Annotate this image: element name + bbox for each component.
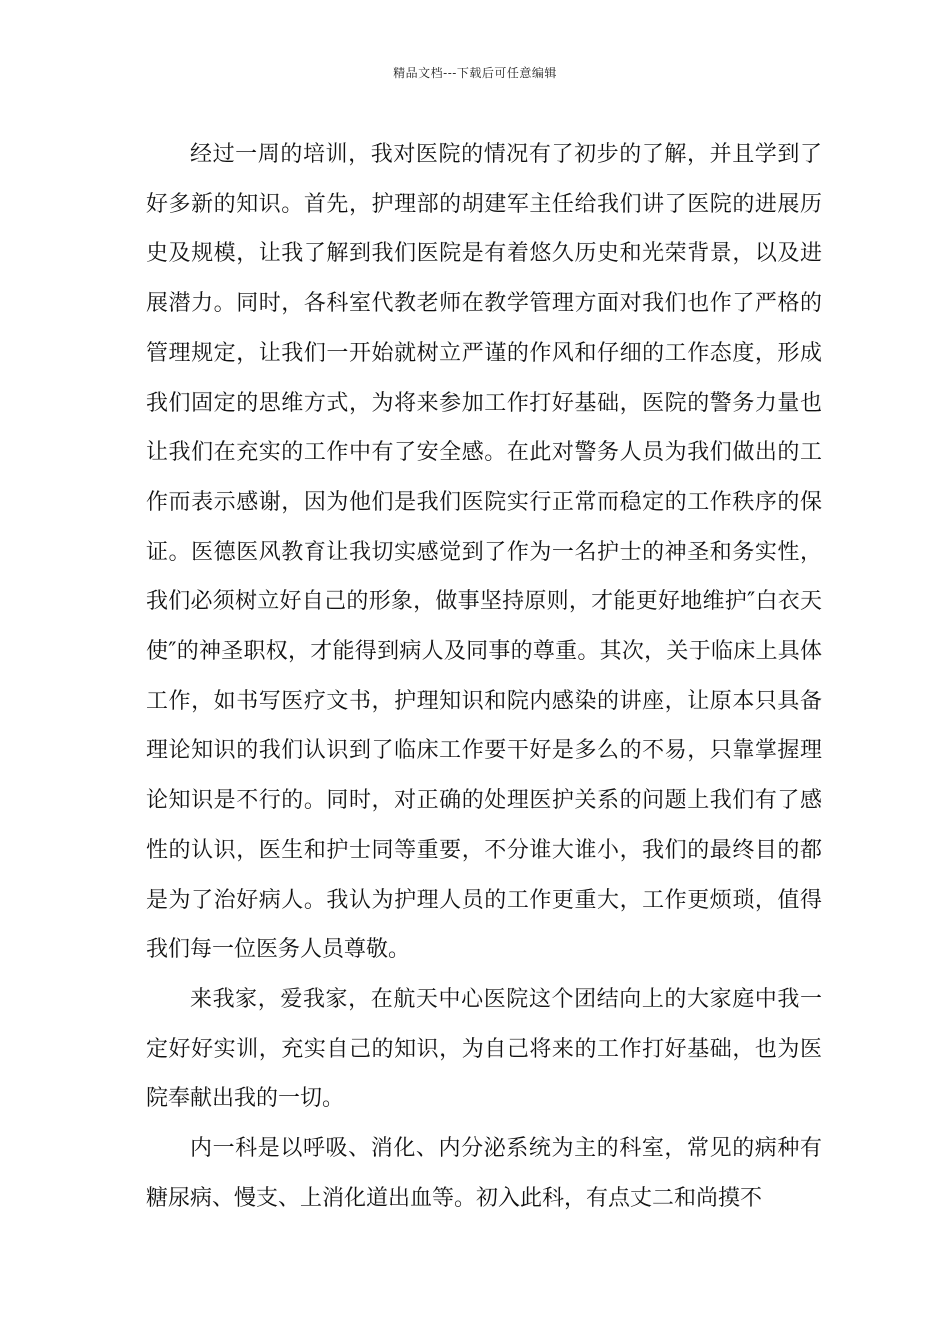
- paragraph-training-summary: 经过一周的培训，我对医院的情况有了初步的了解，并且学到了好多新的知识。首先，护理部的胡建军主任给我们讲了医院的进展历史及规模，让我了解到我们医院是有着悠久历史和光荣背景，以及进展潜力。同时，各科室代教老师在教学管理方面对我们也作了严格的管理规定，让我们一开始就树立严谨的作风和仔细的工作态度，形成我们固定的思维方式，为将来参加工作打好基础，医院的警务力量也让我们在充实的工作中有了安全感。在此对警务人员为我们做出的工作而表示感谢，因为他们是我们医院实行正常而稳定的工作秩序的保证。医德医风教育让我切实感觉到了作为一名护士的神圣和务实性，我们必须树立好自己的形象，做事坚持原则，才能更好地维护″白衣天使″的神圣职权，才能得到病人及同事的尊重。其次，关于临床上具体工作，如书写医疗文书，护理知识和院内感染的讲座，让原本只具备理论知识的我们认识到了临床工作要干好是多么的不易，只靠掌握理论知识是不行的。同时，对正确的处理医护关系的问题上我们有了感性的认识，医生和护士同等重要，不分谁大谁小，我们的最终目的都是为了治好病人。我认为护理人员的工作更重大，工作更烦琐，值得我们每一位医务人员尊敬。: [146, 142, 822, 963]
- paragraph-department-intro: 内一科是以呼吸、消化、内分泌系统为主的科室，常见的病种有糖尿病、慢支、上消化道出血等。初入此科，有点丈二和尚摸不: [146, 1136, 822, 1211]
- page-header: 精品文档---下载后可任意编辑: [393, 66, 557, 80]
- document-body: [146, 130, 822, 1223]
- paragraph-commitment: 来我家，爱我家，在航天中心医院这个团结向上的大家庭中我一定好好实训，充实自己的知识，为自己将来的工作打好基础，也为医院奉献出我的一切。: [146, 986, 822, 1112]
